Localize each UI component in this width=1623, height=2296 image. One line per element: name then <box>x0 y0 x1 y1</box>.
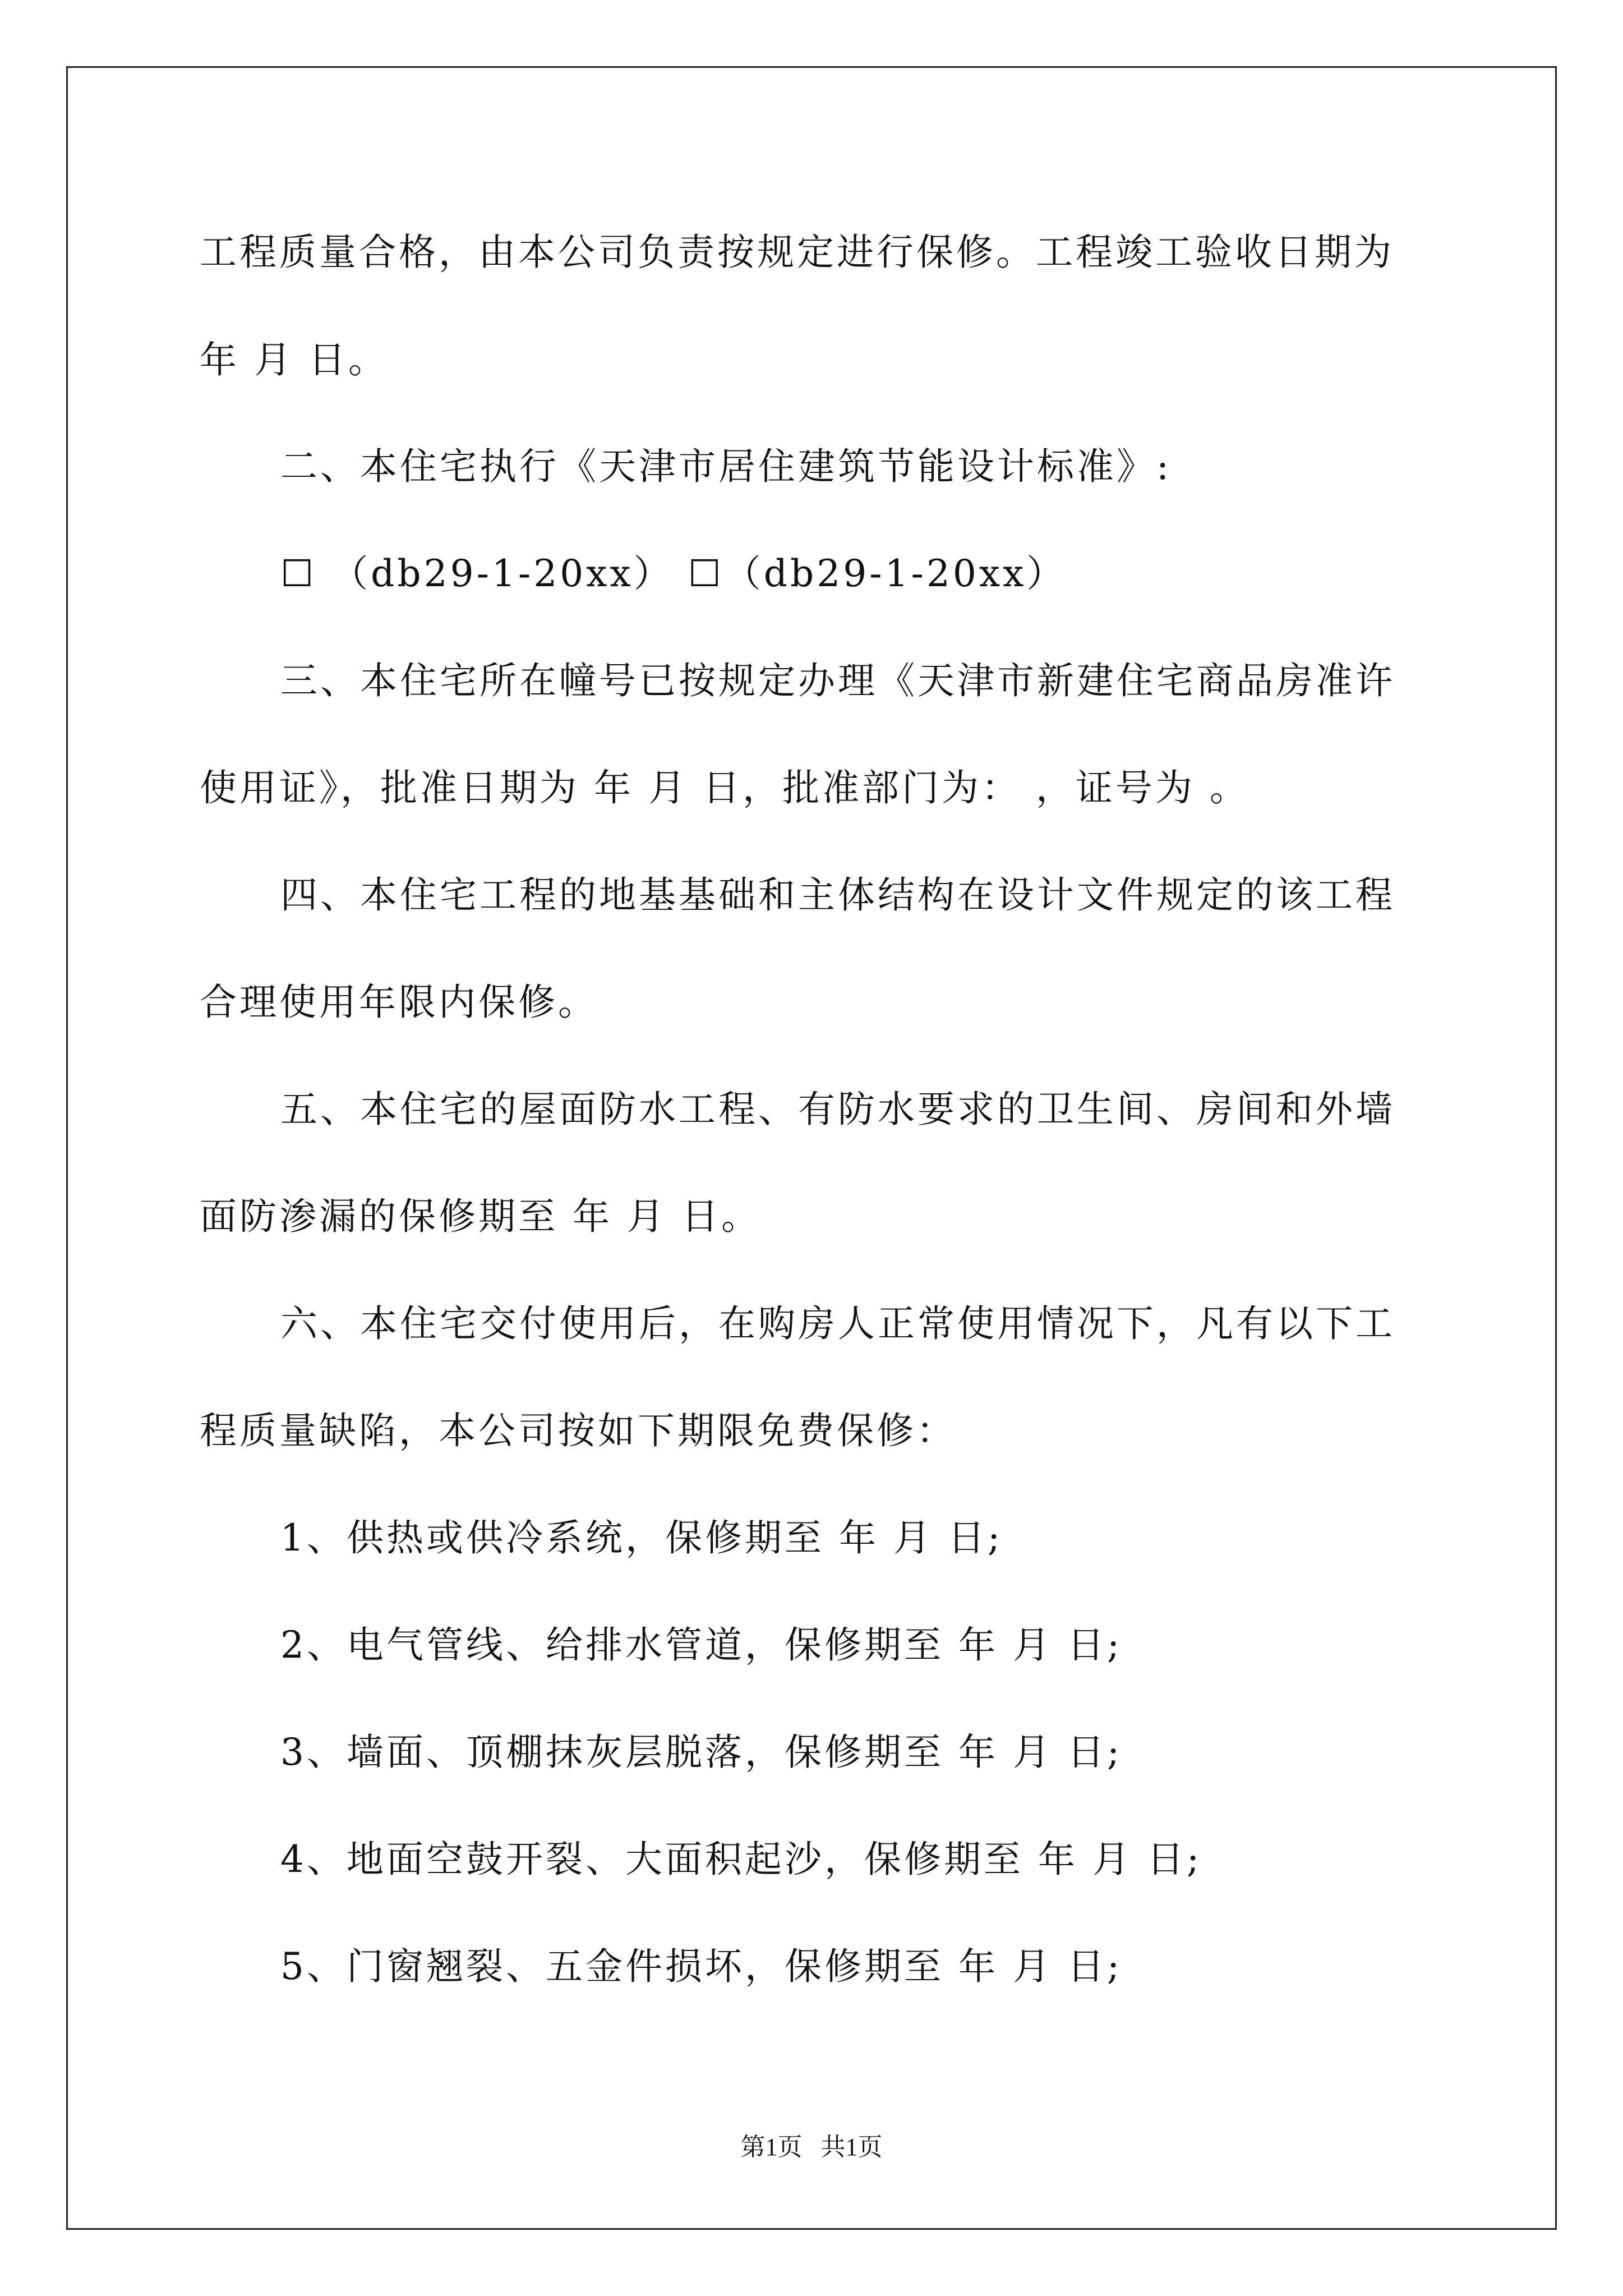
clause-4-line-2: 合理使用年限内保修。 <box>200 981 598 1024</box>
item-1: 1、供热或供冷系统，保修期至 年 月 日; <box>280 1516 1003 1559</box>
clause-2-line-1: 二、本住宅执行《天津市居住建筑节能设计标准》: <box>280 445 1172 488</box>
clause-3-line-2: 使用证》，批准日期为 年 月 日，批准部门为： ，证号为 。 <box>200 766 1249 809</box>
item-4: 4、地面空鼓开裂、大面积起沙，保修期至 年 月 日; <box>280 1838 1202 1881</box>
clause-5-line-1: 五、本住宅的屋面防水工程、有防水要求的卫生间、房间和外墙 <box>280 1088 1395 1131</box>
clause-2-checkbox-line: ☐ （db29-1-20xx） ☐（db29-1-20xx） <box>280 552 1067 595</box>
clause-3-line-1: 三、本住宅所在幢号已按规定办理《天津市新建住宅商品房准许 <box>280 659 1395 702</box>
item-3: 3、墙面、顶棚抹灰层脱落，保修期至 年 月 日; <box>280 1731 1123 1774</box>
paragraph-1-line-1: 工程质量合格，由本公司负责按规定进行保修。工程竣工验收日期为 <box>200 231 1394 274</box>
clause-6-line-1: 六、本住宅交付使用后，在购房人正常使用情况下，凡有以下工 <box>280 1302 1395 1345</box>
page-border <box>66 66 1557 2230</box>
clause-5-line-2: 面防渗漏的保修期至 年 月 日。 <box>200 1195 761 1238</box>
item-2: 2、电气管线、给排水管道，保修期至 年 月 日; <box>280 1623 1123 1667</box>
paragraph-1-line-2: 年 月 日。 <box>200 338 388 381</box>
clause-4-line-1: 四、本住宅工程的地基基础和主体结构在设计文件规定的该工程 <box>280 873 1395 917</box>
clause-6-line-2: 程质量缺陷，本公司按如下期限免费保修： <box>200 1409 956 1452</box>
item-5: 5、门窗翘裂、五金件损坏，保修期至 年 月 日; <box>280 1945 1123 1988</box>
page-footer: 第1页 共1页 <box>740 2133 883 2161</box>
